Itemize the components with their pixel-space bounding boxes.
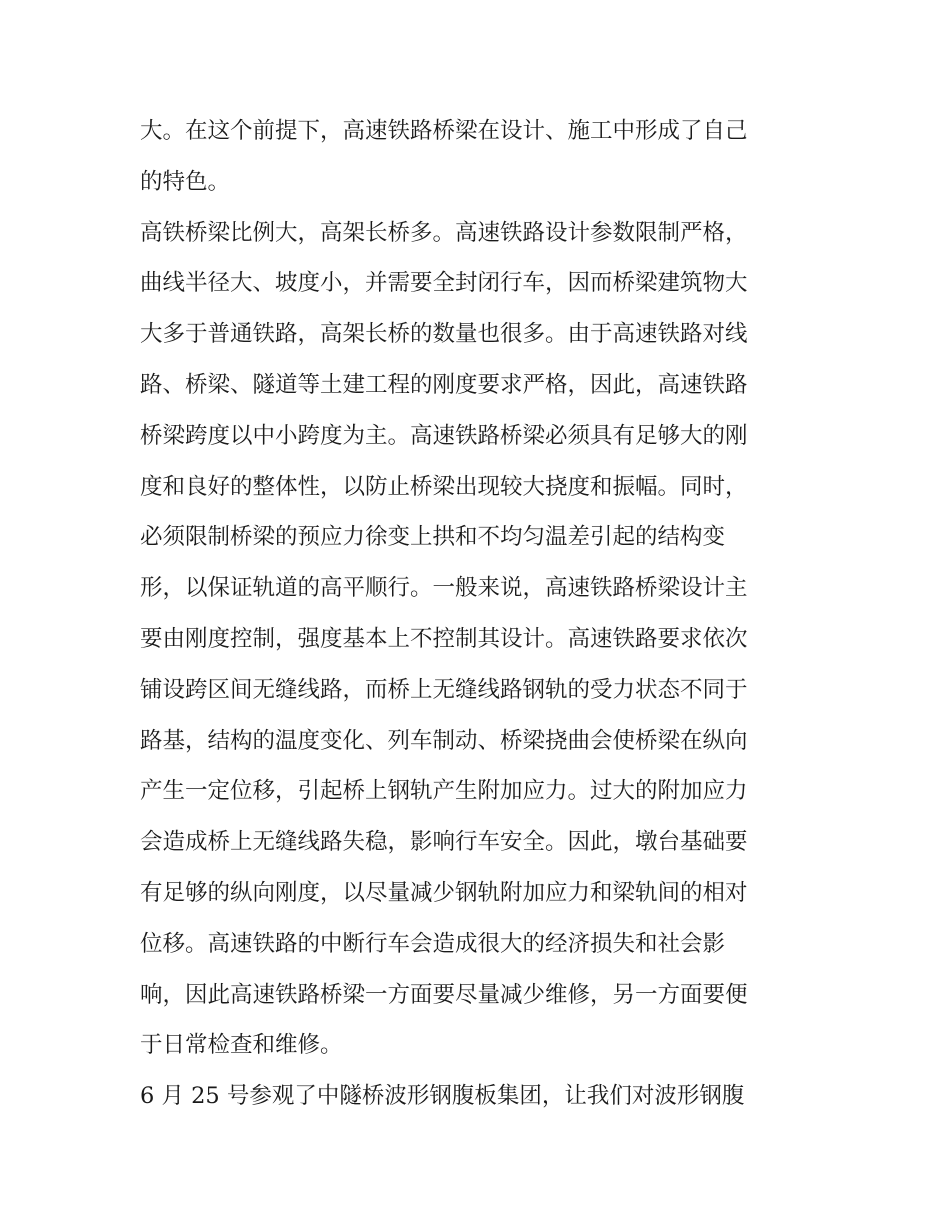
text-line: 要由刚度控制，强度基本上不控制其设计。高速铁路要求依次 (140, 625, 748, 652)
text-line: 产生一定位移，引起桥上钢轨产生附加应力。过大的附加应力 (140, 778, 748, 805)
text-line: 位移。高速铁路的中断行车会造成很大的经济损失和社会影 (140, 930, 726, 957)
text-line: 会造成桥上无缝线路失稳，影响行车安全。因此，墩台基础要 (140, 829, 748, 856)
text-line: 曲线半径大、坡度小，并需要全封闭行车，因而桥梁建筑物大 (140, 270, 748, 297)
text-line: 有足够的纵向刚度，以尽量减少钢轨附加应力和梁轨间的相对 (140, 879, 748, 906)
text-line: 的特色。 (140, 168, 231, 195)
text-line: 响，因此高速铁路桥梁一方面要尽量减少维修，另一方面要便 (140, 981, 748, 1008)
text-line: 于日常检查和维修。 (140, 1032, 343, 1059)
text-line: 必须限制桥梁的预应力徐变上拱和不均匀温差引起的结构变 (140, 524, 726, 551)
text-line: 形，以保证轨道的高平顺行。一般来说，高速铁路桥梁设计主 (140, 575, 748, 602)
text-line: 桥梁跨度以中小跨度为主。高速铁路桥梁必须具有足够大的刚 (140, 422, 748, 449)
text-line: 铺设跨区间无缝线路，而桥上无缝线路钢轨的受力状态不同于 (140, 676, 748, 703)
text-line: 高铁桥梁比例大，高架长桥多。高速铁路设计参数限制严格， (140, 219, 748, 246)
body-text (140, 106, 816, 1122)
text-line: 大。在这个前提下，高速铁路桥梁在设计、施工中形成了自己 (140, 118, 748, 144)
text-line: 度和良好的整体性，以防止桥梁出现较大挠度和振幅。同时， (140, 473, 748, 500)
text-line: 路基，结构的温度变化、列车制动、桥梁挠曲会使桥梁在纵向 (140, 727, 748, 754)
text-line: 大多于普通铁路，高架长桥的数量也很多。由于高速铁路对线 (140, 321, 748, 348)
text-line: 6 月 25 号参观了中隧桥波形钢腹板集团，让我们对波形钢腹 (140, 1083, 745, 1110)
text-line: 路、桥梁、隧道等土建工程的刚度要求严格，因此，高速铁路 (140, 371, 748, 398)
